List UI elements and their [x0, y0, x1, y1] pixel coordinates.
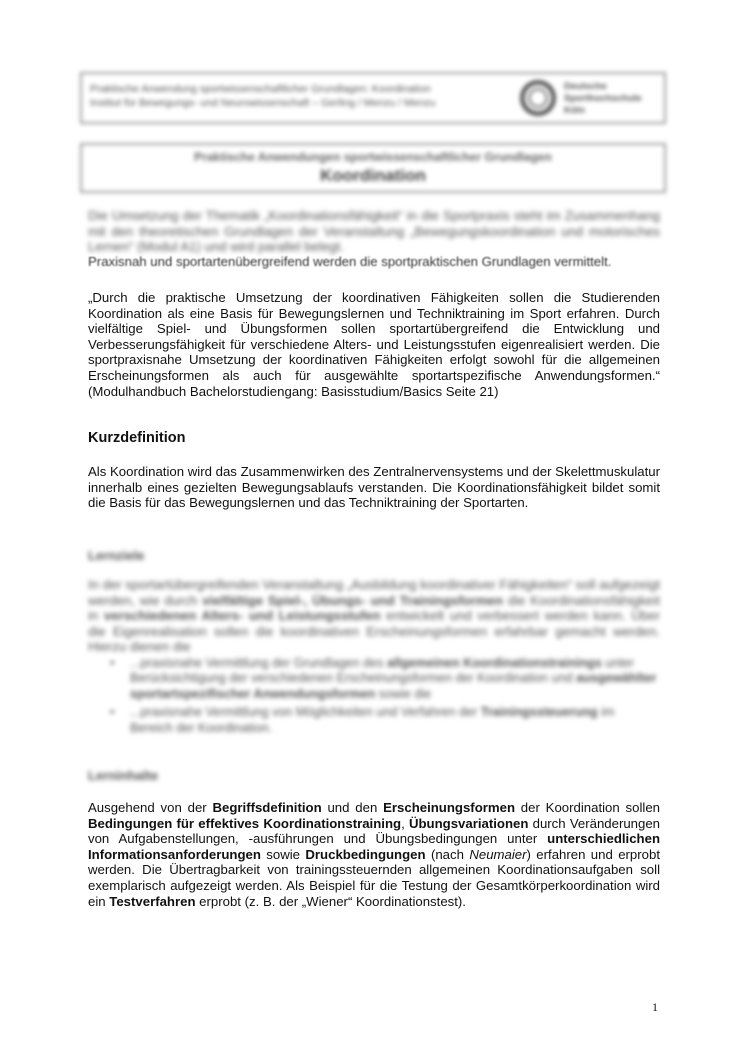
title-box: [80, 143, 666, 193]
intro-paragraph: Die Umsetzung der Thematik „Koordinationsfähigkeit“ in die Sportpraxis steht im Zusammenhang mit den theoretischen Grundlagen der Veranstaltung „Bewegungskoordination und motorisches Lernen“ (Modul A1) und wird parallel belegt.: [88, 208, 660, 255]
lerninhalte-text: ,: [401, 815, 409, 831]
lerninhalte-bold: Druckbedingungen: [305, 846, 426, 862]
bullet-icon: •: [110, 705, 115, 720]
lernziele-text-2: die Koordinationsfähigkeit in: [88, 592, 660, 624]
bullet-icon: •: [110, 656, 115, 670]
lerninhalte-text: und den: [321, 800, 384, 815]
logo-line-1: Deutsche: [564, 81, 607, 92]
header-text: [90, 82, 436, 110]
lerninhalte-text: Ausgehend von der: [88, 800, 213, 815]
lerninhalte-bold: Bedingungen für effektives Koordinationstraining: [88, 815, 402, 831]
lernziele-paragraph: [88, 577, 660, 655]
logo-line-3: Köln: [564, 105, 586, 116]
lerninhalte-bold: Begriffsdefinition: [212, 800, 322, 815]
header-line-2: Institut für Bewegungs- und Neurowissenschaft – Gerling / Menzu / Menzu: [90, 97, 436, 109]
lerninhalte-text: ) erfahren und erprobt werden. Die Übertragbarkeit von trainingssteuernden allgemeinen Koordinationsaufgaben soll exemplarisch aufgezeigt werden. Als Beispiel für die Testung der Gesamtkörperkoordination wird ein: [88, 846, 660, 909]
lerninhalte-bold: Übungsvariationen: [408, 815, 529, 831]
lerninhalte-bold: Testverfahren: [109, 893, 196, 909]
header-line-1: Praktische Anwendung sportwissenschaftlicher Grundlagen: Koordination: [90, 83, 431, 95]
bullet-1-bold-1: allgemeinen Koordinationstrainings: [386, 656, 602, 670]
lerninhalte-paragraph: [88, 800, 660, 909]
bullet-1-text-a: ...praxisnahe Vermittlung der Grundlagen des: [130, 656, 387, 670]
lernziele-heading: Lernziele: [88, 548, 145, 563]
kurzdefinition-heading: Kurzdefinition: [88, 430, 186, 446]
bullet-2-text-a: ...praxisnahe Vermittlung von Möglichkeiten und Verfahren der: [130, 705, 481, 720]
lerninhalte-text: der Koordination sollen: [515, 800, 660, 815]
lerninhalte-text: erprobt (z. B. der „Wiener“ Koordinationstest).: [195, 893, 466, 909]
page-number: 1: [652, 1000, 658, 1014]
bullet-2-bold: Trainingssteuerung: [480, 705, 598, 720]
list-item: [110, 656, 660, 702]
lerninhalte-text: (nach: [425, 846, 470, 862]
lernziele-text-1: In der sportartübergreifenden Veranstaltung „Ausbildung koordinativer Fähigkeiten“ soll aufgezeigt werden, wie durch: [88, 577, 660, 608]
lerninhalte-bold: Erscheinungsformen: [383, 800, 515, 815]
lerninhalte-text: durch Veränderungen von Aufgabenstellungen, -ausführungen und Übungsbedingungen unter: [88, 815, 661, 847]
intro-last-line: Praxisnah und sportartenübergreifend werden die sportpraktischen Grundlagen vermittelt.: [88, 254, 612, 269]
lernziele-bold-2: verschiedenen Alters- und Leistungsstufen: [103, 608, 381, 624]
page-header: [80, 72, 666, 124]
logo-line-2: Sporthochschule: [564, 93, 642, 104]
lerninhalte-bold: unterschiedlichen Informationsanforderungen: [88, 831, 660, 862]
university-logo-icon: [520, 80, 556, 116]
list-item: [110, 705, 660, 736]
lerninhalte-heading: Lerninhalte: [88, 768, 159, 783]
lernziele-text-3: entwickelt und verbessert werden kann. Über die Eigenrealisation sollen die koordinativen Erscheinungsformen erfahrbar gemacht werden. Hierzu dienen die: [88, 608, 660, 655]
bullet-2-text-b: im Bereich der Koordination.: [130, 705, 615, 735]
university-logo-text: [564, 81, 642, 117]
document-subtitle: Praktische Anwendungen sportwissenschaftlicher Grundlagen: [194, 150, 552, 164]
lernziele-bold-1: vielfältige Spiel-, Übungs- und Trainingsformen: [202, 592, 503, 608]
bullet-1-text-c: sowie die: [375, 686, 432, 701]
kurzdefinition-paragraph: Als Koordination wird das Zusammenwirken des Zentralnervensystems und der Skelettmuskulatur innerhalb eines gezielten Bewegungsablaufs verstanden. Die Koordinationsfähigkeit bildet somit die Basis für das Bewegungslernen und das Techniktraining der Sportarten.: [88, 464, 660, 511]
bullet-1-text-b: unter Berücksichtigung der verschiedenen Erscheinungsformen der Koordination und: [130, 656, 634, 686]
lerninhalte-italic: Neumaier: [469, 846, 527, 862]
document-title: Koordination: [320, 166, 426, 185]
module-quote-paragraph: „Durch die praktische Umsetzung der koordinativen Fähigkeiten sollen die Studierenden Koordination als eine Basis für Bewegungslernen und Techniktraining im Sport erfahren. Durch vielfältige Spiel- und Übungsformen sollen sportartübergreifend die Entwicklung und Verbesserungsfähigkeit für verschiedene Alters- und Leistungsstufen eigenrealisiert werden. Die sportpraxisnahe Umsetzung der koordinativen Fähigkeiten erfolgt sowohl für die allgemeinen Erscheinungsformen als auch für ausgewählte sportartspezifische Anwendungsformen.“ (Modulhandbuch Bachelorstudiengang: Basisstudium/Basics Seite 21): [88, 290, 660, 399]
bullet-1-bold-2: ausgewählter sportartspezifischer Anwendungsformen: [130, 671, 657, 701]
lerninhalte-text: sowie: [260, 846, 306, 862]
lernziele-bullet-list: [110, 656, 660, 739]
